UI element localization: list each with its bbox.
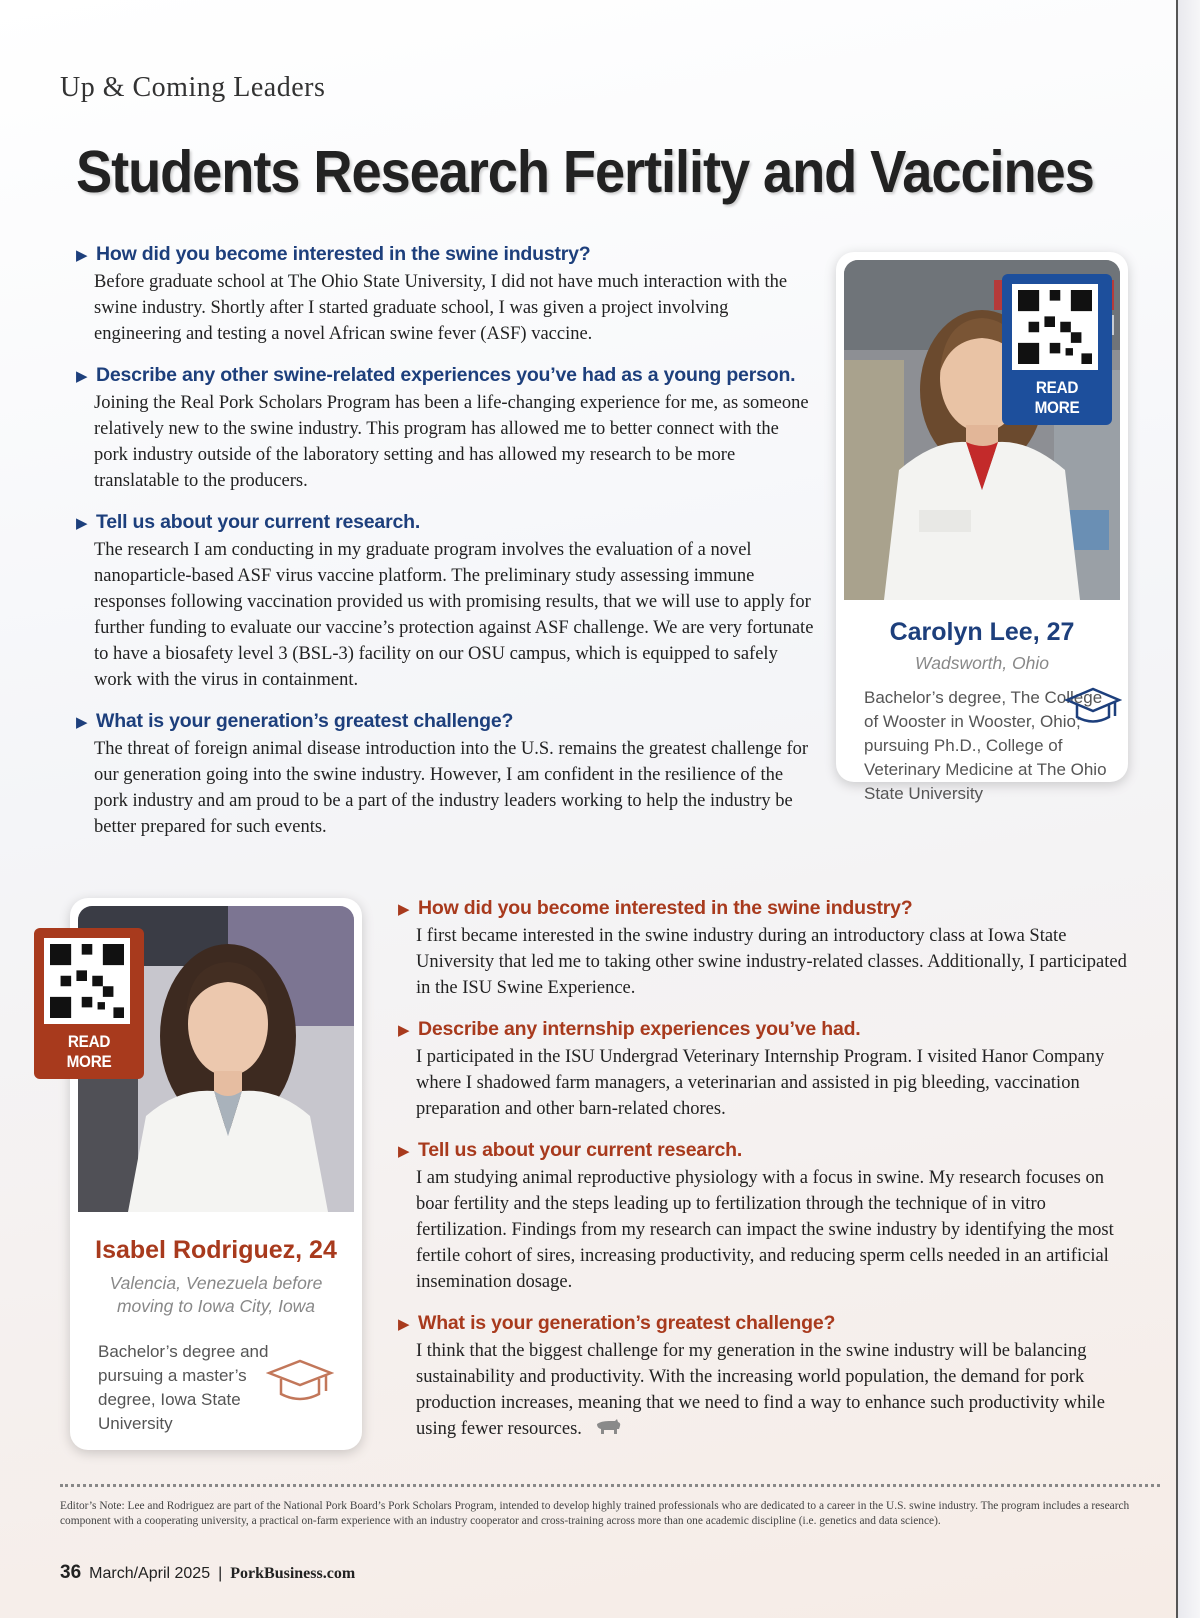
graduation-cap-icon xyxy=(1064,686,1122,731)
triangle-bullet-icon: ▶ xyxy=(398,1021,410,1039)
answer: The threat of foreign animal disease introduction into the U.S. remains the greatest challenge for our generation going into the swine industry. However, I am confident in the resilience of the pork industry and am proud to be a part of the industry leaders working to help the industry be better prepared for such events. xyxy=(94,739,809,837)
answer: Before graduate school at The Ohio State University, I did not have much interaction with the swine industry. Shortly after I started graduate school, I was given a project involving engineering and testing a novel African swine fever (ASF) vaccine. xyxy=(94,272,788,344)
qr-code-icon[interactable] xyxy=(1012,284,1098,370)
question: Describe any other swine-related experiences you’ve had as a young person. xyxy=(96,364,796,386)
footer-divider xyxy=(60,1484,1160,1487)
question: Tell us about your current research. xyxy=(418,1139,743,1161)
issue-date: March/April 2025 xyxy=(89,1565,211,1582)
qr-code-icon[interactable] xyxy=(44,938,130,1024)
answer: I participated in the ISU Undergrad Veterinary Internship Program. I visited Hanor Company where I shadowed farm managers, a veterinarian and assisted in pig bleeding, vaccination preparation and other barn-related chores. xyxy=(416,1047,1105,1119)
page-footer xyxy=(60,1562,355,1584)
site-link[interactable]: PorkBusiness.com xyxy=(230,1565,356,1582)
student-degree: Bachelor’s degree, The College of Wooster in Wooster, Ohio; pursuing Ph.D., College of Veterinary Medicine at The Ohio State University xyxy=(864,688,1107,803)
student-location: Wadsworth, Ohio xyxy=(915,653,1049,673)
qa-item xyxy=(398,1018,1128,1122)
triangle-bullet-icon: ▶ xyxy=(76,367,88,385)
answer: Joining the Real Pork Scholars Program has been a life-changing experience for me, as someone relatively new to the swine industry. This program has allowed me to better connect with the pork industry outside of the laboratory setting and has allowed my research to be more translatable to the producers. xyxy=(94,393,809,491)
answer: The research I am conducting in my graduate program involves the evaluation of a novel nanoparticle-based ASF virus vaccine platform. The preliminary study assessing immune responses following vaccination provided us with promising results, that we will use to apply for further funding to evaluate our vaccine’s protection against ASF challenge. We are very fortunate to have a biosafety level 3 (BSL-3) facility on our OSU campus, which is equipped to safely work with the virus in containment. xyxy=(94,540,814,690)
triangle-bullet-icon: ▶ xyxy=(76,514,88,532)
student-location: Valencia, Venezuela before moving to Iowa City, Iowa xyxy=(109,1273,323,1316)
question: How did you become interested in the swine industry? xyxy=(418,897,913,919)
triangle-bullet-icon: ▶ xyxy=(76,246,88,264)
page-title: Students Research Fertility and Vaccines xyxy=(76,139,1094,205)
answer: I first became interested in the swine industry during an introductory class at Iowa State University that led me to taking other swine industry-related classes. Additionally, I participated in the ISU Swine Experience. xyxy=(416,926,1127,998)
question: How did you become interested in the swine industry? xyxy=(96,243,591,265)
answer: I am studying animal reproductive physiology with a focus in swine. My research focuses on boar fertility and the steps leading up to fertilization through the technique of in vitro fertilization. Findings from my research can impact the swine industry by identifying the most fertile cohort of sires, increasing productivity, and reducing sperm cells needed in an artificial insemination dosage. xyxy=(416,1168,1114,1292)
qa-item xyxy=(398,1139,1128,1295)
graduation-cap-icon xyxy=(266,1358,334,1409)
student2-qa xyxy=(398,897,1128,1443)
qr-read-more-isabel[interactable] xyxy=(34,928,144,1079)
triangle-bullet-icon: ▶ xyxy=(398,1142,410,1160)
triangle-bullet-icon: ▶ xyxy=(398,1315,410,1333)
qa-item xyxy=(76,511,816,693)
question: What is your generation’s greatest challenge? xyxy=(96,710,514,732)
qa-item xyxy=(76,364,816,494)
qa-item xyxy=(398,897,1128,1001)
read-more-label[interactable]: READ MORE xyxy=(66,1032,112,1071)
editors-note: Editor’s Note: Lee and Rodriguez are part of the National Pork Board’s Pork Scholars Program, intended to develop highly trained professionals who are dedicated to a career in the U.S. swine industry. The program includes a research component with a cooperating university, a practical on-farm experience with an industry cooperator and cross-training across more than one academic discipline (i.e. genetics and data science). xyxy=(60,1500,1130,1527)
pig-end-mark-icon xyxy=(595,1417,621,1443)
student1-qa xyxy=(76,243,816,840)
question: Tell us about your current research. xyxy=(96,511,421,533)
profile-card-carolyn xyxy=(836,252,1128,803)
student-degree: Bachelor’s degree and pursuing a master’s degree, Iowa State University xyxy=(98,1342,269,1433)
qa-item xyxy=(398,1312,1128,1443)
qa-item xyxy=(76,710,816,840)
footer-separator: | xyxy=(218,1565,223,1582)
qr-read-more-carolyn[interactable] xyxy=(1002,274,1112,425)
section-label: Up & Coming Leaders xyxy=(60,72,326,103)
page-edge xyxy=(1176,0,1200,1618)
student-name: Isabel Rodriguez, 24 xyxy=(95,1236,337,1264)
triangle-bullet-icon: ▶ xyxy=(398,900,410,918)
answer: I think that the biggest challenge for my generation in the swine industry will be balancing sustainability and productivity. With the increasing world population, the demand for pork production increases, meaning that we need to find a way to enhance such productivity while using fewer resources. xyxy=(416,1341,1105,1439)
triangle-bullet-icon: ▶ xyxy=(76,713,88,731)
question: What is your generation’s greatest challenge? xyxy=(418,1312,836,1334)
qa-item xyxy=(76,243,816,347)
question: Describe any internship experiences you’ve had. xyxy=(418,1018,861,1040)
profile-card-isabel xyxy=(66,898,362,1450)
student-name: Carolyn Lee, 27 xyxy=(889,618,1075,646)
page-number: 36 xyxy=(60,1562,82,1583)
read-more-label[interactable]: READ MORE xyxy=(1034,378,1080,417)
